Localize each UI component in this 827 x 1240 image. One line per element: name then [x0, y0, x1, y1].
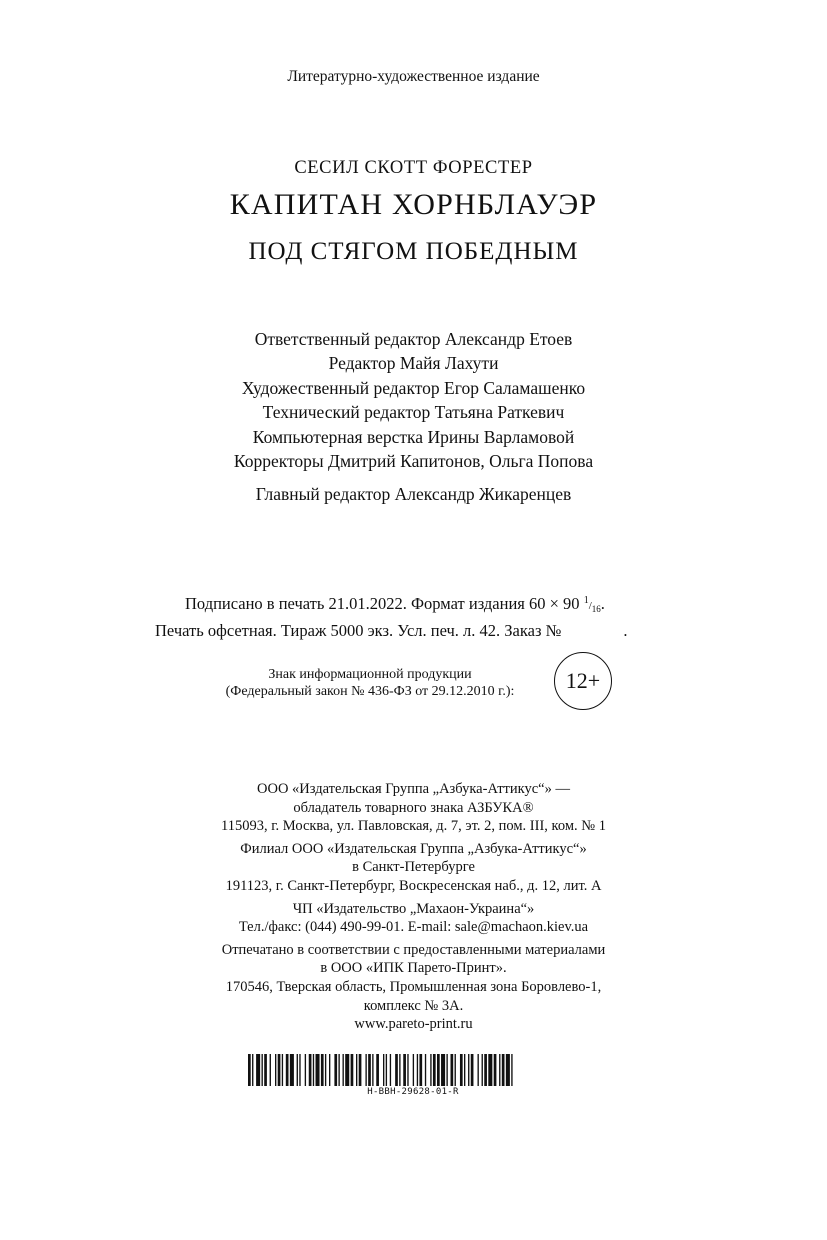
barcode-bar [372, 1054, 373, 1086]
barcode-bar [313, 1054, 314, 1086]
barcode-bar [275, 1054, 276, 1086]
barcode-bar [464, 1054, 465, 1086]
format-numerator: 1 [583, 595, 589, 606]
print-info-line-2 [155, 620, 675, 641]
barcode-bar [446, 1054, 447, 1086]
barcode-bar [494, 1054, 497, 1086]
genre-label: Литературно-художественное издание [287, 68, 540, 85]
publisher-line: ЧП «Издательство „Махаон-Украина“» [292, 900, 535, 917]
barcode-bar [471, 1054, 474, 1086]
barcode-bar [351, 1054, 354, 1086]
barcode-bar [403, 1054, 406, 1086]
credit-line: Технический редактор Татьяна Раткевич [262, 402, 565, 423]
credit-line: Корректоры Дмитрий Капитонов, Ольга Попова [233, 451, 594, 472]
barcode-bar [299, 1054, 300, 1086]
barcode-bar [441, 1054, 445, 1086]
barcode-bar [425, 1054, 426, 1086]
barcode-bar [270, 1054, 271, 1086]
barcode-bar [511, 1054, 512, 1086]
barcode-bar [390, 1054, 391, 1086]
barcode-bar [338, 1054, 339, 1086]
barcode-bar [413, 1054, 414, 1086]
barcode-bar [286, 1054, 289, 1086]
barcode-bar [345, 1054, 349, 1086]
barcode-bar [383, 1054, 384, 1086]
barcode-bar [321, 1054, 324, 1086]
publisher-line: 191123, г. Санкт-Петербург, Воскресенская наб., д. 12, лит. А [225, 877, 602, 894]
barcode-bar [468, 1054, 469, 1086]
barcode-bar [264, 1054, 267, 1086]
credit-line: Редактор Майя Лахути [328, 353, 499, 374]
barcode-bar [399, 1054, 400, 1086]
barcode-bar [506, 1054, 510, 1086]
credit-line: Ответственный редактор Александр Етоев [254, 329, 573, 349]
barcode-bar [334, 1054, 337, 1086]
print-info-line-1 [155, 590, 675, 620]
publisher-line: в Санкт-Петербурге [352, 859, 475, 876]
publisher-line: Отпечатано в соответствии с предоставленными материалами [221, 941, 606, 958]
barcode-bar [325, 1054, 326, 1086]
barcode-bar [482, 1054, 483, 1086]
barcode-bar [278, 1054, 281, 1086]
barcode-graphic [248, 1054, 578, 1086]
info-product-sign [200, 666, 540, 700]
credit-line: Художественный редактор Егор Саламашенко [241, 377, 586, 398]
barcode-bar [488, 1054, 492, 1086]
publisher-group [0, 900, 827, 937]
barcode-bar [460, 1054, 463, 1086]
info-product-line-1: Знак информационной продукции [268, 667, 472, 682]
publisher-line: 170546, Тверская область, Промышленная зона Боровлево-1, [225, 978, 602, 995]
publisher-group [0, 941, 827, 1034]
barcode-bar [305, 1054, 306, 1086]
book-title: КАПИТАН ХОРНБЛАУЭР [229, 188, 598, 221]
format-denominator: 16 [591, 604, 601, 614]
barcode-bar [433, 1054, 436, 1086]
barcode-bar [290, 1054, 294, 1086]
barcode-bar [368, 1054, 371, 1086]
barcode-bar [359, 1054, 362, 1086]
publisher-line: Тел./факс: (044) 490-99-01. E-mail: sale@machaon.kiev.ua [238, 919, 589, 936]
credits-list [0, 327, 827, 473]
publisher-line: 115093, г. Москва, ул. Павловская, д. 7, эт. 2, пом. III, ком. № 1 [221, 818, 606, 835]
info-product-line-2: (Федеральный закон № 436-ФЗ от 29.12.2010 г.): [225, 684, 515, 699]
publisher-line: www.pareto-print.ru [354, 1016, 473, 1033]
publisher-line: в ООО «ИПК Парето-Принт». [320, 960, 507, 977]
barcode-bar [365, 1054, 366, 1086]
age-rating-text: 12+ [565, 668, 601, 693]
barcode-bar [376, 1054, 379, 1086]
print-info-end-2: . [623, 621, 628, 640]
barcode-bar [262, 1054, 263, 1086]
print-info-text-2: Печать офсетная. Тираж 5000 экз. Усл. печ. л. 42. Заказ № [155, 621, 562, 640]
chief-editor: Главный редактор Александр Жикаренцев [255, 484, 572, 504]
book-subtitle: ПОД СТЯГОМ ПОБЕДНЫМ [248, 238, 579, 265]
barcode-bar [455, 1054, 456, 1086]
print-info [155, 590, 675, 641]
barcode-bar [248, 1054, 251, 1086]
barcode-bar [499, 1054, 500, 1086]
barcode-bar [451, 1054, 454, 1086]
print-info-end-1: . [600, 594, 605, 613]
age-rating-badge [554, 652, 612, 710]
barcode-bar [343, 1054, 344, 1086]
barcode-bar [252, 1054, 253, 1086]
barcode-bar [297, 1054, 298, 1086]
barcode-bar [356, 1054, 357, 1086]
barcode-bar [407, 1054, 408, 1086]
publisher-line: обладатель товарного знака АЗБУКА® [293, 799, 534, 816]
credit-line: Компьютерная верстка Ирины Варламовой [252, 426, 575, 447]
barcode-bar [502, 1054, 505, 1086]
barcode-bar [386, 1054, 387, 1086]
barcode-bar [309, 1054, 312, 1086]
barcode-bar [430, 1054, 431, 1086]
barcode-bar [478, 1054, 479, 1086]
barcode-bar [395, 1054, 398, 1086]
barcode-bar [417, 1054, 418, 1086]
format-fraction: $^1/_{16}$ [583, 595, 601, 614]
publisher-group [0, 840, 827, 896]
barcode-bar [419, 1054, 422, 1086]
publisher-line: комплекс № 3А. [363, 997, 464, 1014]
print-info-text-1: Подписано в печать 21.01.2022. Формат издания 60 × 90 [185, 594, 580, 613]
author-name: СЕСИЛ СКОТТ ФОРЕСТЕР [294, 158, 533, 178]
barcode-bar [316, 1054, 320, 1086]
barcode-bar [282, 1054, 283, 1086]
barcode-bar [256, 1054, 260, 1086]
publisher-line: Филиал ООО «Издательская Группа „Азбука-Аттикус“» [240, 840, 587, 857]
publisher-line: ООО «Издательская Группа „Азбука-Аттикус“» — [257, 781, 570, 797]
publisher-group [0, 780, 827, 836]
barcode-number: H-BBH-29628-01-R [367, 1087, 459, 1097]
barcode-bar [484, 1054, 487, 1086]
publisher-info [0, 780, 827, 1038]
barcode-bar [329, 1054, 330, 1086]
barcode-bar [437, 1054, 440, 1086]
